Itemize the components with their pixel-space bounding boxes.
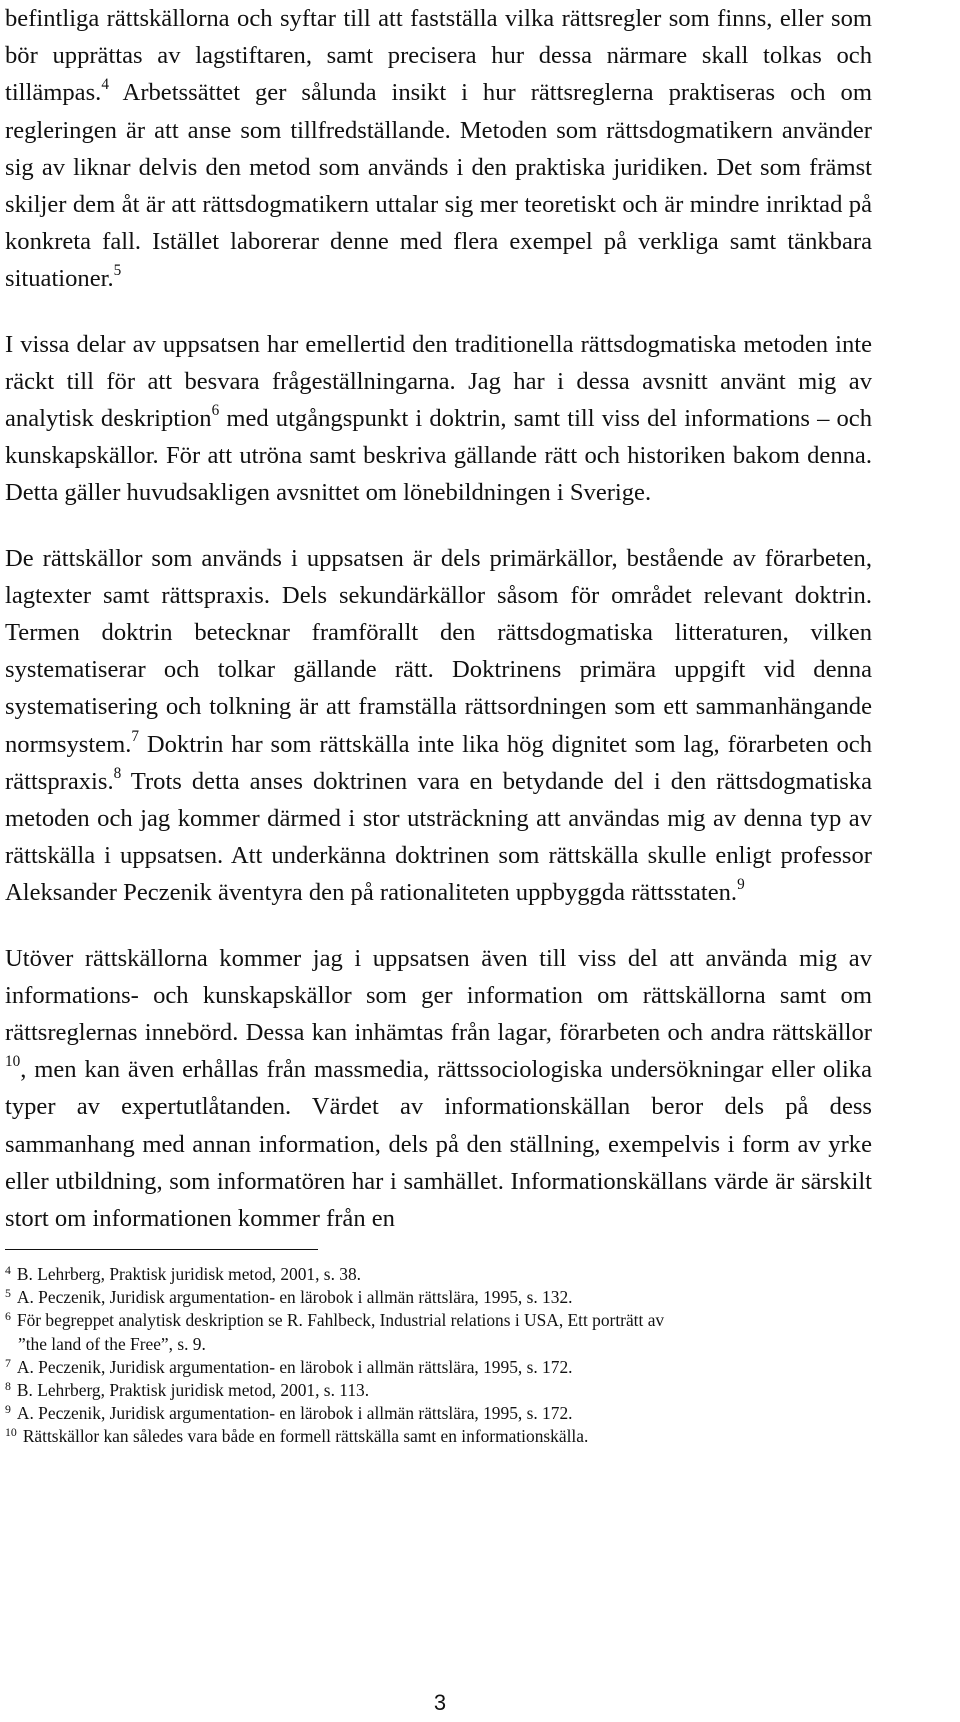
paragraph xyxy=(5,540,872,912)
footnote-text: Rättskällor kan således vara både en formell rättskälla samt en informationskälla. xyxy=(22,1426,589,1447)
footnote-number: 9 xyxy=(5,1402,11,1417)
paragraph-text: I vissa delar av uppsatsen har emellertid den traditionella rättsdogmatiska metoden inte räckt till för att besvara frågeställningarna. Jag har i dessa avsnitt använt mig av analytisk deskription xyxy=(5,330,872,433)
footnote-text: B. Lehrberg, Praktisk juridisk metod, 2001, s. 113. xyxy=(16,1380,370,1401)
footnote-number: 4 xyxy=(5,1262,11,1277)
footnote-number: 7 xyxy=(5,1355,11,1370)
footnote xyxy=(5,1309,895,1355)
footnote-reference: 10 xyxy=(5,1053,21,1071)
footnote-number: 5 xyxy=(5,1286,11,1301)
footnote-reference: 6 xyxy=(211,402,220,420)
footnote xyxy=(5,1379,895,1402)
footnote xyxy=(5,1425,895,1448)
paragraph xyxy=(5,326,872,512)
paragraph-text: Utöver rättskällorna kommer jag i uppsatsen även till viss del att använda mig av informations- och kunskapskällor som ger information om rättskällorna samt om rättsreglernas innebörd. Dessa kan inhämtas från lagar, förarbeten och andra rättskällor xyxy=(5,944,872,1047)
footnote-reference: 8 xyxy=(113,764,122,782)
paragraph xyxy=(5,0,872,298)
footnote-text: A. Peczenik, Juridisk argumentation- en lärobok i allmän rättslära, 1995, s. 132. xyxy=(16,1287,573,1308)
footnote-text: För begreppet analytisk deskription se R. Fahlbeck, Industrial relations i USA, Ett porträtt av xyxy=(16,1310,665,1331)
footnote-text: A. Peczenik, Juridisk argumentation- en lärobok i allmän rättslära, 1995, s. 172. xyxy=(16,1356,573,1377)
footnote-number: 6 xyxy=(5,1309,11,1324)
footnote-number: 8 xyxy=(5,1378,11,1393)
paragraph-text: De rättskällor som används i uppsatsen är dels primärkällor, bestående av förarbeten, lagtexter samt rättspraxis. Dels sekundärkällor såsom för området relevant doktrin. Termen doktrin betecknar framförallt den rättsdogmatiska litteraturen, vilken systematiserar och tolkar gällande rätt. Doktrinens primära uppgift vid denna systematisering och tolkning är att framställa rättsordningen som ett sammanhängande normsystem. xyxy=(5,544,872,758)
footnote-text: B. Lehrberg, Praktisk juridisk metod, 2001, s. 38. xyxy=(16,1264,362,1284)
paragraph-text: Trots detta anses doktrinen vara en betydande del i den rättsdogmatiska metoden och jag kommer därmed i stor utsträckning att användas mig av denna typ av rättskälla i uppsatsen. Att underkänna doktrinen som rättskälla skulle enligt professor Aleksander Peczenik äventyra den på rationaliteten uppbyggda rättsstaten. xyxy=(5,767,872,907)
footnote-reference: 4 xyxy=(101,76,109,94)
body-text xyxy=(5,0,872,1237)
footnote-text: ”the land of the Free”, s. 9. xyxy=(18,1333,206,1354)
footnote-number: 10 xyxy=(5,1425,17,1440)
footnotes xyxy=(5,1263,895,1449)
footnote xyxy=(5,1286,895,1309)
footnote-reference: 5 xyxy=(113,262,122,280)
footnote xyxy=(5,1402,895,1425)
paragraph-text: Doktrin har som rättskälla inte lika hög dignitet som lag, förarbeten och rättspraxis. xyxy=(5,730,872,795)
paragraph-text: , men kan även erhållas från massmedia, rättssociologiska undersökningar eller olika typer av expertutlåtanden. Värdet av informationskällan beror dels på dess sammanhang med annan information, dels på den ställning, exempelvis i form av yrke eller utbildning, som informatören har i samhället. Informationskällans värde är särskilt stort om informationen kommer från en xyxy=(5,1056,872,1233)
page-number: 3 xyxy=(433,1690,447,1715)
footnote-reference: 7 xyxy=(131,727,140,745)
footnote-text: A. Peczenik, Juridisk argumentation- en lärobok i allmän rättslära, 1995, s. 172. xyxy=(16,1403,573,1424)
footnote-reference: 9 xyxy=(737,876,745,894)
footnote-separator xyxy=(5,1249,318,1250)
paragraph-text: med utgångspunkt i doktrin, samt till viss del informations – och kunskapskällor. För att utröna samt beskriva gällande rätt och historiken bakom denna. Detta gäller huvudsakligen avsnittet om lönebildningen i Sverige. xyxy=(5,405,872,507)
footnote xyxy=(5,1356,895,1379)
paragraph-text: Arbetssättet ger sålunda insikt i hur rättsreglerna praktiseras och om regleringen är att anse som tillfredställande. Metoden som rättsdogmatikern använder sig av liknar delvis den metod som används i den praktiska juridiken. Det som främst skiljer dem åt är att rättsdogmatikern uttalar sig mer teoretiskt och är mindre inriktad på konkreta fall. Istället laborerar denne med flera exempel på verkliga samt tänkbara situationer. xyxy=(5,79,872,293)
paragraph-text: befintliga rättskällorna och syftar till att fastställa vilka rättsregler som finns, eller som bör upprättas av lagstiftaren, samt precisera hur dessa närmare skall tolkas och tillämpas. xyxy=(5,5,872,107)
paragraph xyxy=(5,940,872,1238)
footnote xyxy=(5,1263,895,1286)
